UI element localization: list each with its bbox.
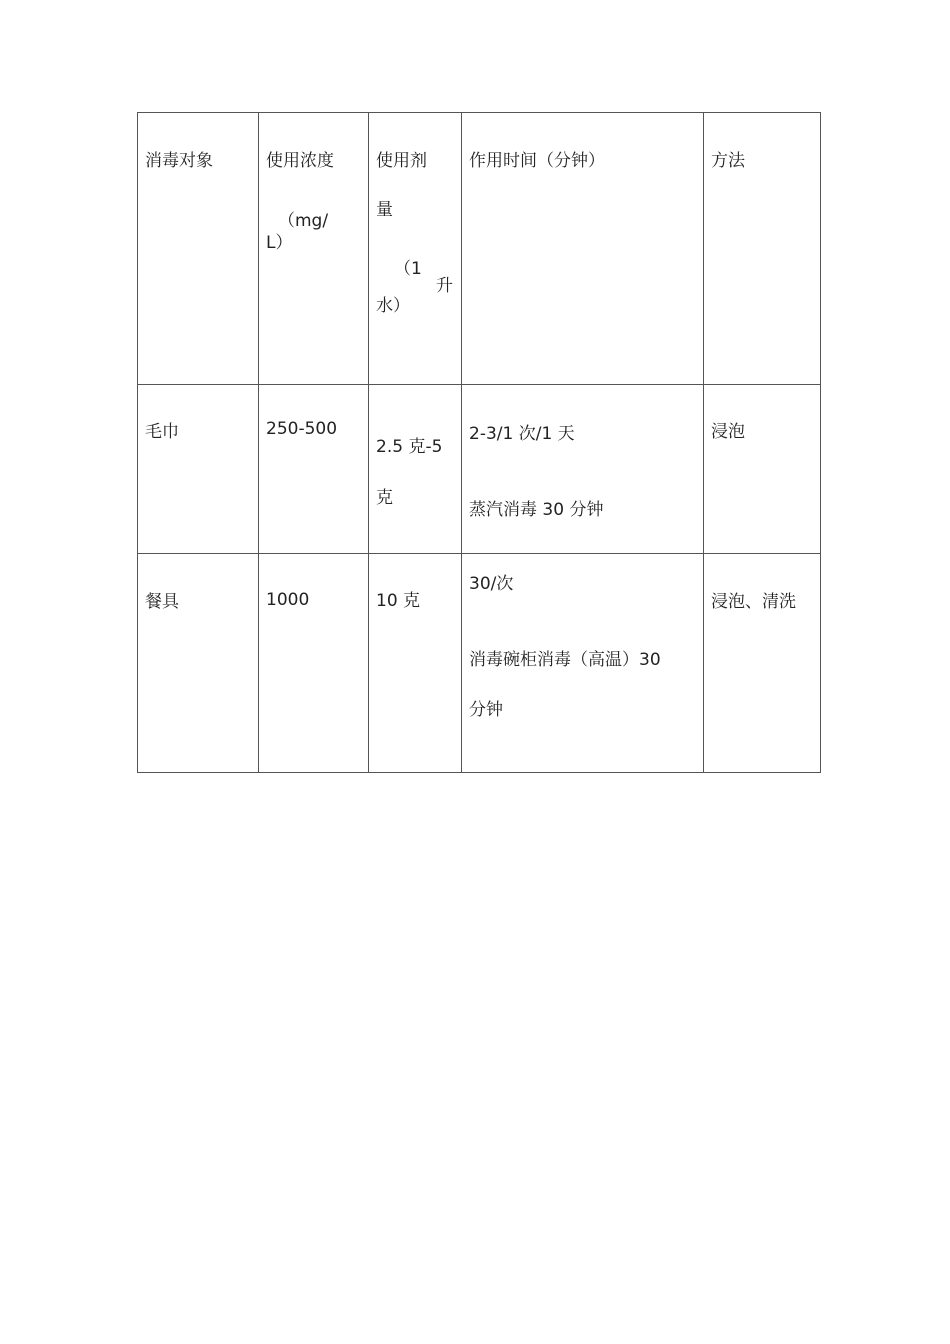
header-method-text: 方法 [711, 151, 745, 171]
cell-time-line3: 分钟 [469, 700, 503, 720]
cell-concentration [259, 385, 369, 554]
cell-dosage [369, 554, 462, 773]
cell-time-line1: 2-3/1 次/1 天 [469, 424, 575, 444]
cell-object-text: 餐具 [145, 592, 179, 612]
cell-object [138, 554, 259, 773]
cell-concentration [259, 554, 369, 773]
header-dosage-line2: 量 [376, 200, 393, 220]
cell-object-text: 毛巾 [145, 422, 179, 442]
header-method [704, 113, 821, 385]
header-concentration-line3: L） [266, 233, 293, 253]
header-concentration-line1: 使用浓度 [266, 151, 334, 171]
table-row [138, 554, 821, 773]
header-time [462, 113, 704, 385]
header-concentration-line2: （mg/ [278, 211, 329, 231]
cell-dosage-line1: 2.5 克-5 [376, 437, 443, 457]
cell-method-text: 浸泡 [711, 422, 745, 442]
cell-dosage-line2: 克 [376, 488, 393, 508]
header-dosage-line4: 升 [436, 276, 453, 296]
header-concentration [259, 113, 369, 385]
header-dosage-line3: （1 [394, 259, 422, 279]
table-row [138, 385, 821, 554]
cell-time-line1: 30/次 [469, 574, 514, 594]
cell-concentration-text: 1000 [266, 590, 310, 610]
header-object [138, 113, 259, 385]
header-dosage-line5: 水） [376, 296, 410, 316]
header-object-text: 消毒对象 [145, 151, 213, 171]
cell-concentration-text: 250-500 [266, 419, 338, 439]
cell-time-line2: 消毒碗柜消毒（高温）30 [469, 650, 661, 670]
cell-time [462, 554, 704, 773]
cell-method [704, 385, 821, 554]
cell-time-line2: 蒸汽消毒 30 分钟 [469, 500, 604, 520]
header-dosage [369, 113, 462, 385]
cell-object [138, 385, 259, 554]
cell-time [462, 385, 704, 554]
header-time-text: 作用时间（分钟） [469, 151, 605, 171]
cell-method-text: 浸泡、清洗 [711, 592, 796, 612]
disinfection-table [137, 112, 821, 773]
cell-dosage-line1: 10 克 [376, 591, 421, 611]
header-dosage-line1: 使用剂 [376, 151, 427, 171]
cell-method [704, 554, 821, 773]
cell-dosage [369, 385, 462, 554]
table-header-row [138, 113, 821, 385]
